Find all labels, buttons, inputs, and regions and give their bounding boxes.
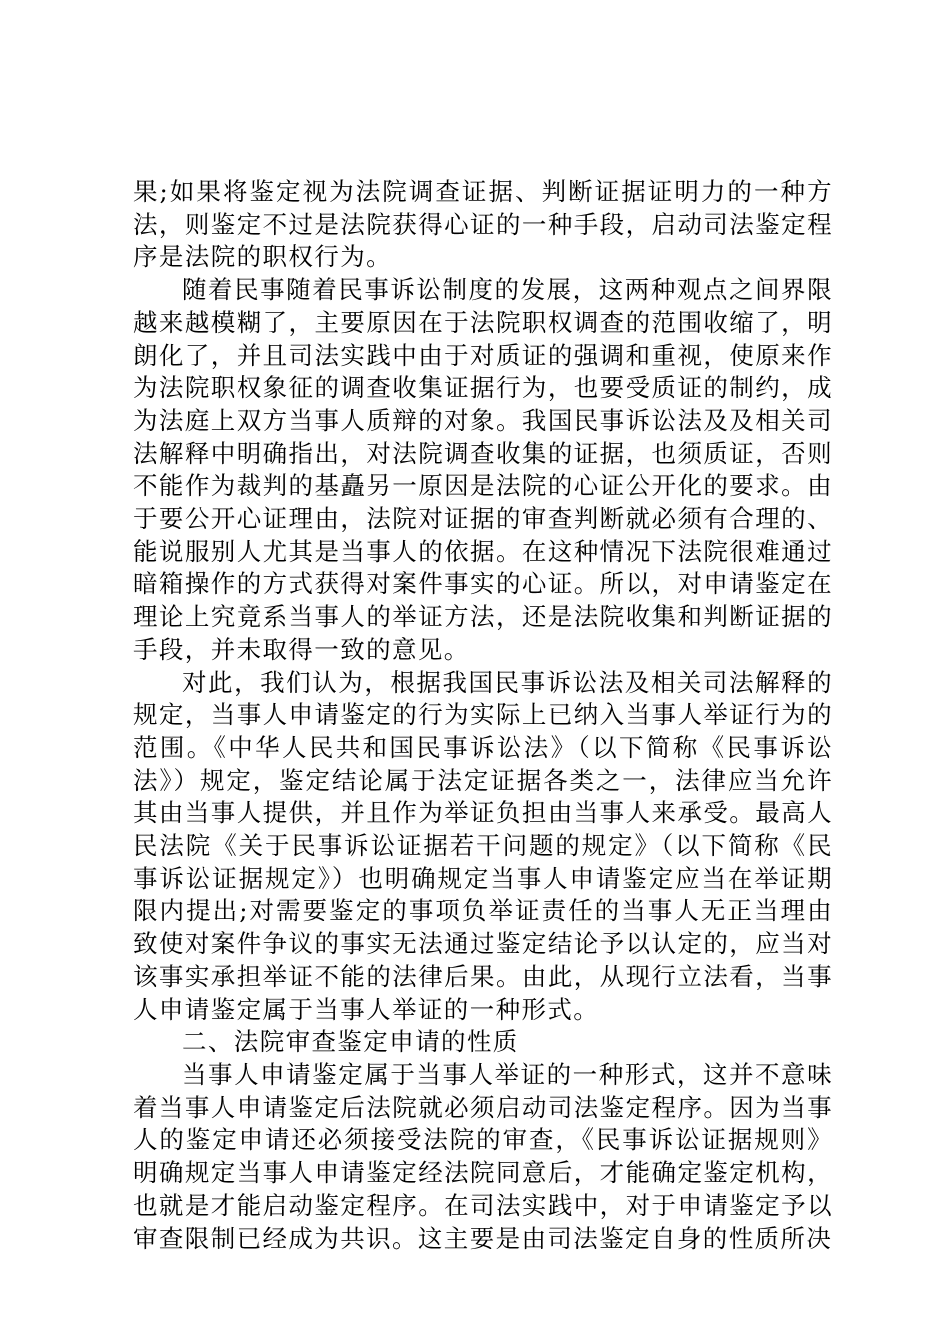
paragraph-review-nature: 当事人申请鉴定属于当事人举证的一种形式，这并不意味着当事人申请鉴定后法院就必须启动司法鉴定程序。因为当事人的鉴定申请还必须接受法院的审查，《民事诉讼证据规则》明确规定当事人申请鉴定经法院同意后，才能确定鉴定机构，也就是才能启动鉴定程序。在司法实践中，对于申请鉴定予以审查限制已经成为共识。这主要是由司法鉴定自身的性质所决 <box>133 1059 833 1253</box>
section-heading: 二、法院审查鉴定申请的性质 <box>182 1027 519 1057</box>
paragraph-continuation: 果;如果将鉴定视为法院调查证据、判断证据证明力的一种方法，则鉴定不过是法院获得心证的一种手段，启动司法鉴定程序是法院的职权行为。 <box>133 177 833 272</box>
document-body <box>133 176 833 1255</box>
paragraph-our-view: 对此，我们认为，根据我国民事诉讼法及相关司法解释的规定，当事人申请鉴定的行为实际上已纳入当事人举证行为的范围。《中华人民共和国民事诉讼法》（以下简称《民事诉讼法》）规定，鉴定结论属于法定证据各类之一，法律应当允许其由当事人提供，并且作为举证负担由当事人来承受。最高人民法院《关于民事诉讼证据若干问题的规定》（以下简称《民事诉讼证据规定》）也明确规定当事人申请鉴定应当在举证期限内提出;对需要鉴定的事项负举证责任的当事人无正当理由致使对案件争议的事实无法通过鉴定结论予以认定的，应当对该事实承担举证不能的法律后果。由此，从现行立法看，当事人申请鉴定属于当事人举证的一种形式。 <box>133 667 833 1024</box>
paragraph-development: 随着民事随着民事诉讼制度的发展，这两种观点之间界限越来越模糊了，主要原因在于法院职权调查的范围收缩了，明朗化了，并且司法实践中由于对质证的强调和重视，使原来作为法院职权象征的调查收集证据行为，也要受质证的制约，成为法庭上双方当事人质辩的对象。我国民事诉讼法及及相关司法解释中明确指出，对法院调查收集的证据，也须质证，否则不能作为裁判的基矗另一原因是法院的心证公开化的要求。由于要公开心证理由，法院对证据的审查判断就必须有合理的、能说服别人尤其是当事人的依据。在这种情况下法院很难通过暗箱操作的方式获得对案件事实的心证。所以，对申请鉴定在理论上究竟系当事人的举证方法，还是法院收集和判断证据的手段，并未取得一致的意见。 <box>133 275 833 664</box>
